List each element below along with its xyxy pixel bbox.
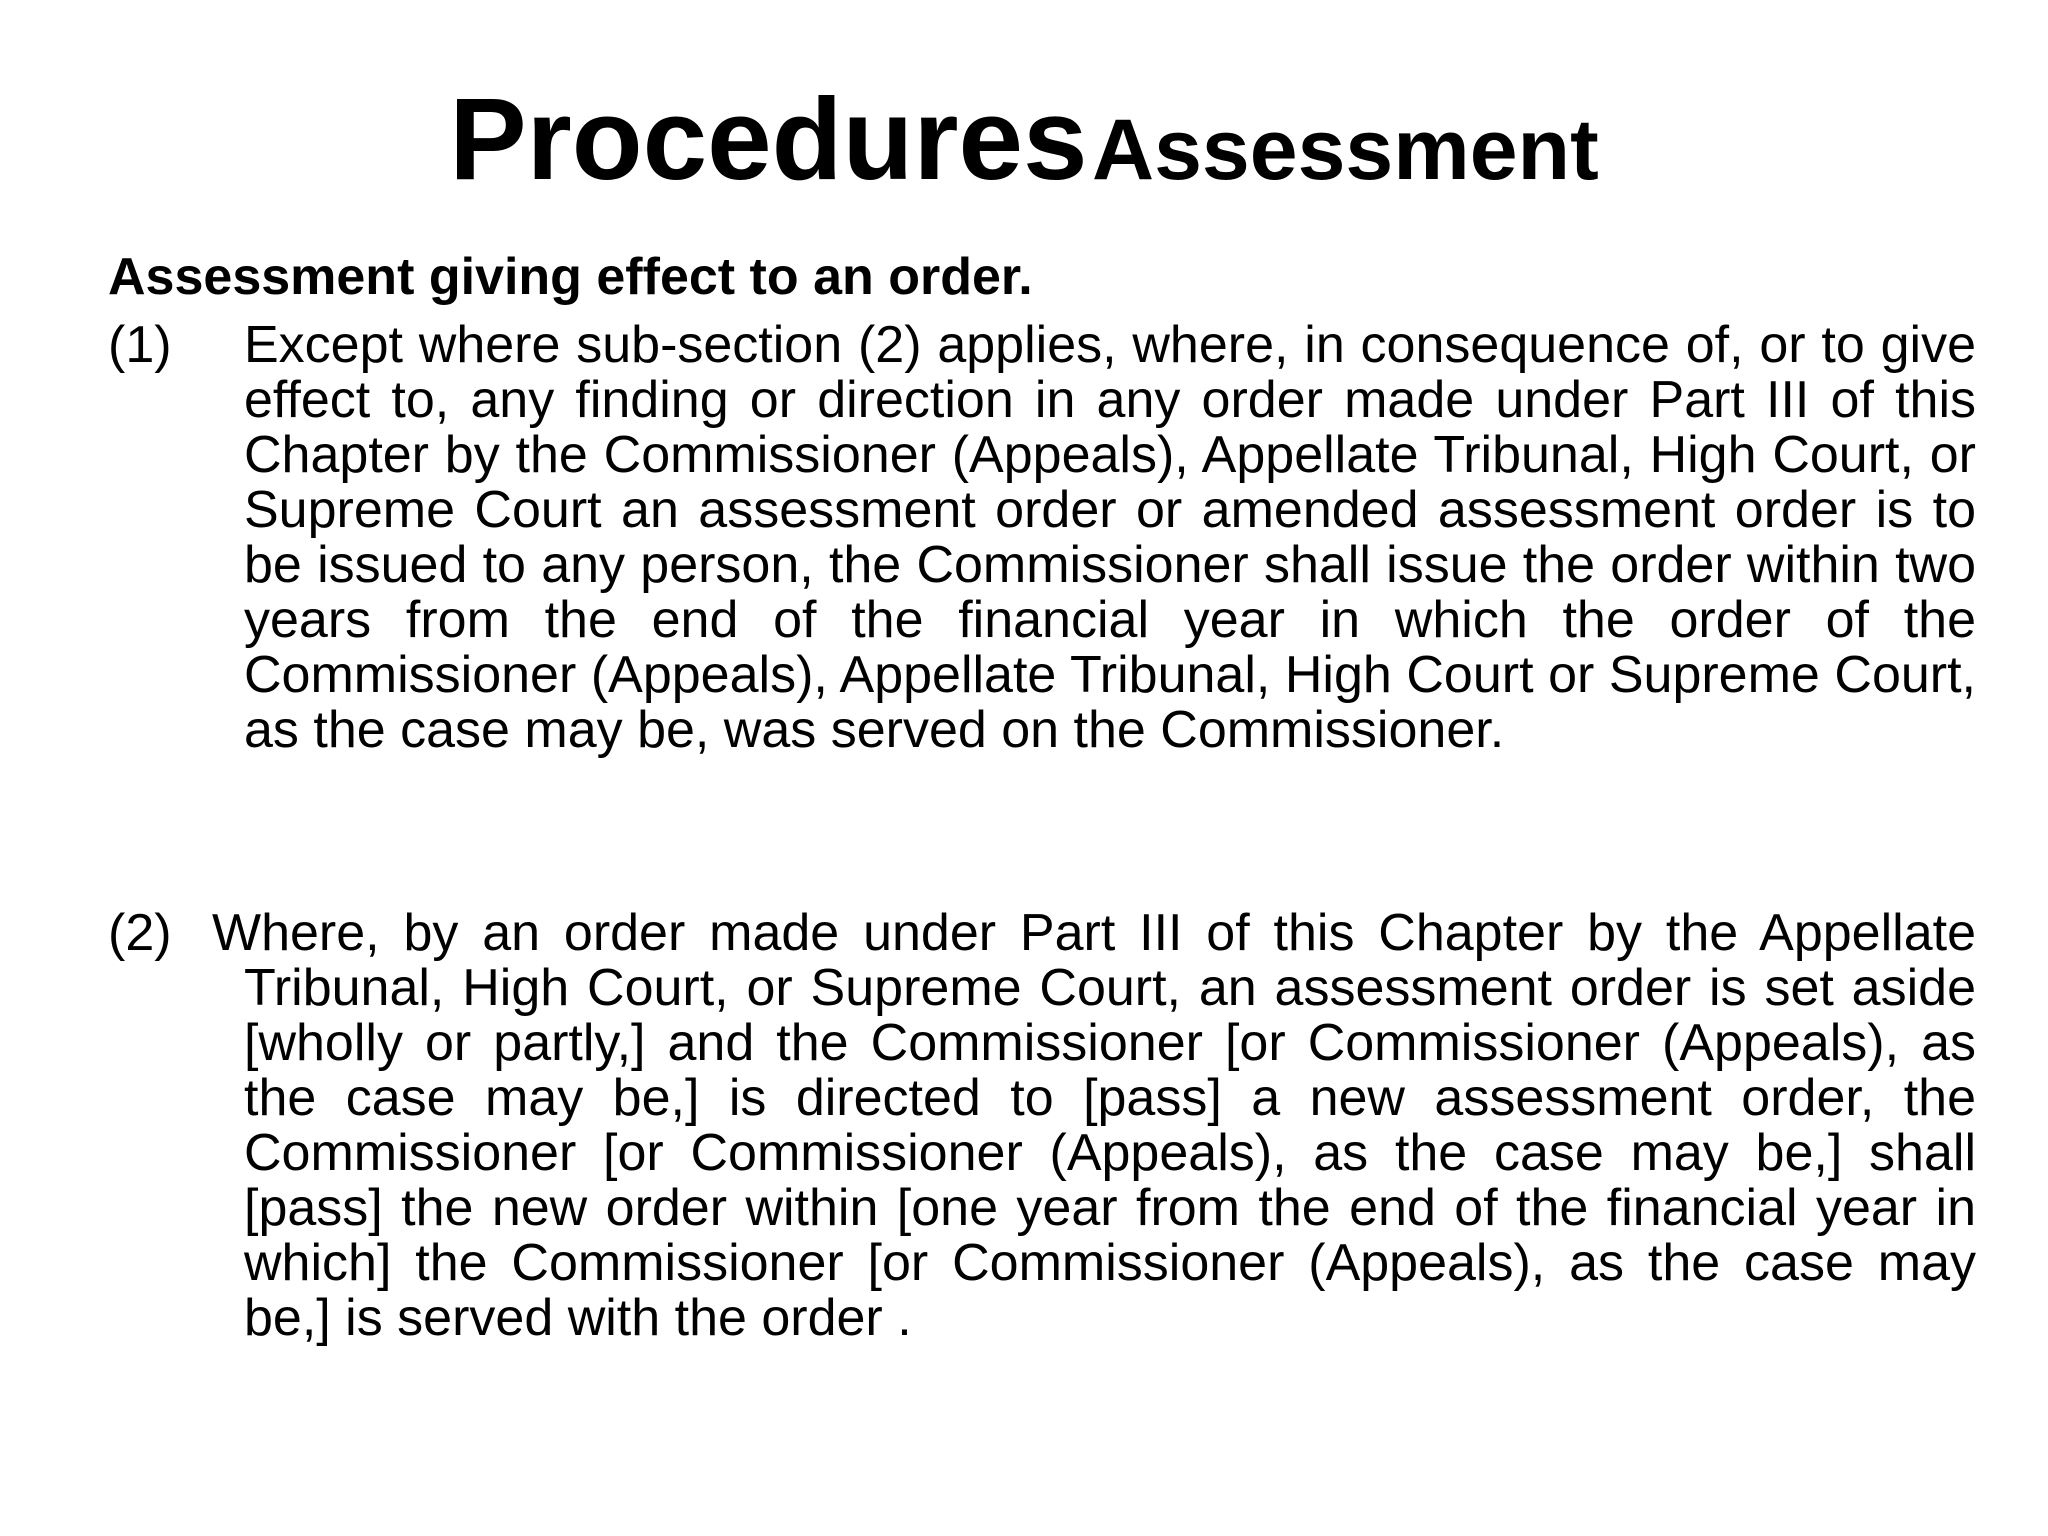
clause-text: Where, by an order made under Part III of this Chapter by the Appellate Tribunal, High Court, or Supreme Court, an assessment order is set aside [wholly or partly,] and the Commissioner [or Commissioner (Appeals), as the case may be,] is directed to [pass] a new assessment order, the Commissioner [or Commissioner (Appeals), as the case may be,] shall [pass] the new order within [one year from the end of the financial year in which] the Commissioner [or Commissioner (Appeals), as the case may be,] is served with the order . <box>212 904 1976 1347</box>
page-title <box>0 70 2048 209</box>
clause-1 <box>108 318 1976 758</box>
clause-number: (1) <box>108 316 172 374</box>
clause-number: (2) <box>108 904 172 962</box>
title-sub: Assessment <box>1092 102 1599 198</box>
section-heading: Assessment giving effect to an order. <box>108 248 1033 306</box>
clause-2 <box>108 906 1976 1346</box>
title-main: Procedures <box>449 74 1088 204</box>
clause-text: Except where sub-section (2) applies, where, in consequence of, or to give effect to, any finding or direction in any order made under Part III of this Chapter by the Commissioner (Appeals), Appellate Tribunal, High Court, or Supreme Court an assessment order or amended assessment order is to be issued to any person, the Commissioner shall issue the order within two years from the end of the financial year in which the order of the Commissioner (Appeals), Appellate Tribunal, High Court or Supreme Court, as the case may be, was served on the Commissioner. <box>244 316 1976 759</box>
